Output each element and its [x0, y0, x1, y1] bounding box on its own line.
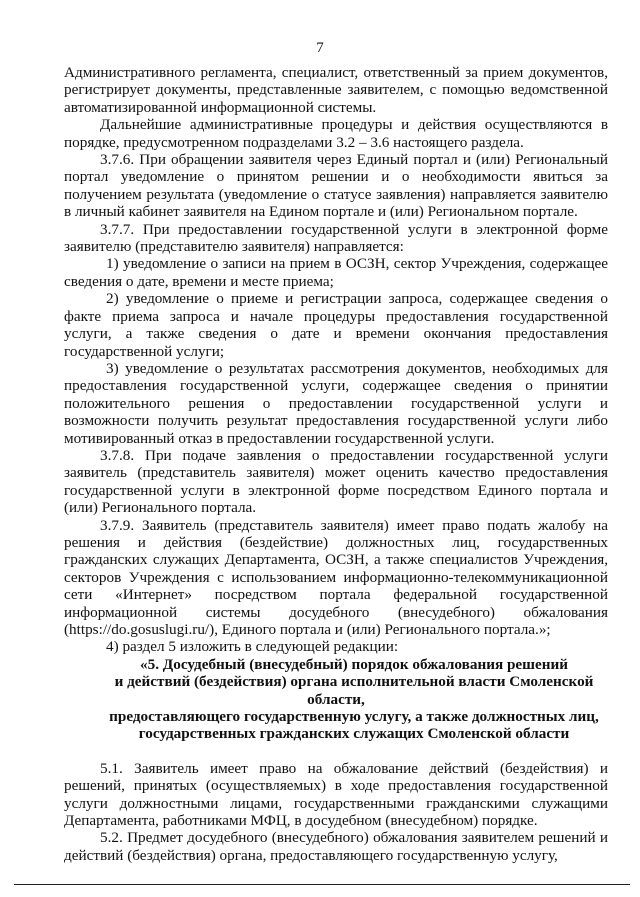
- list-item-1: 1) уведомление о записи на прием в ОСЗН, сектор Учреждения, содержащее сведения о дате, времени и месте приема;: [64, 255, 608, 290]
- spacer: [64, 743, 608, 760]
- paragraph-procedures: Дальнейшие административные процедуры и действия осуществляются в порядке, предусмотренном подразделами 3.2 – 3.6 настоящего раздела.: [64, 116, 608, 151]
- paragraph-item-4: 4) раздел 5 изложить в следующей редакции:: [106, 638, 399, 656]
- list-item-2: 2) уведомление о приеме и регистрации запроса, содержащее сведения о факте приема запроса и начале процедуры предоставления государственной услуги, а также сведения о дате и времени окончания предоставления государственной услуги;: [64, 290, 608, 360]
- paragraph-3-7-8: 3.7.8. При подаче заявления о предоставлении государственной услуги заявитель (представитель заявителя) может оценить качество предоставления государственной услуги в электронной форме посредством Единого портала и (или) Регионального портала.: [64, 446, 608, 517]
- section-heading-line-3: предоставляющего государственную услугу, а также должностных лиц,: [109, 708, 599, 726]
- paragraph-regulation-continuation: Административного регламента, специалист, ответственный за прием документов, регистрирует документы, представленные заявителем, с помощью ведомственной автоматизированной информационной системы.: [64, 64, 608, 116]
- paragraph-5-1: 5.1. Заявитель имеет право на обжалование действий (бездействия) и решений, принятых (осуществляемых) в ходе предоставления государственной услуги должностными лицами, государственными гражданскими служащими Департамента, работниками МФЦ, в досудебном (внесудебном) порядке.: [64, 759, 608, 830]
- document-body: [64, 64, 608, 864]
- page-number: 7: [316, 40, 324, 56]
- paragraph-5-2: 5.2. Предмет досудебного (внесудебного) обжалования заявителем решений и действий (бездействия) органа, предоставляющего государственную услугу,: [64, 829, 608, 864]
- page-bottom-rule: [14, 884, 630, 885]
- list-item-3: 3) уведомление о результатах рассмотрения документов, необходимых для предоставления государственной услуги, содержащее сведения о принятии положительного решения о предоставлении государственной услуги и возможности получить результат предоставления государственной услуги либо мотивированный отказ в предоставлении государственной услуги.: [64, 359, 608, 447]
- paragraph-3-7-9: 3.7.9. Заявитель (представитель заявителя) имеет право подать жалобу на решения и действия (бездействие) должностных лиц, государственных гражданских служащих Департамента, ОСЗН, а также специалистов Учреждения, секторов Учреждения с использованием информационно-телекоммуникационной сети «Интернет» посредством портала федеральной государственной информационной системы досудебного (внесудебного) обжалования (https://do.gosuslugi.ru/), Единого портала и (или) Регионального портала.»;: [64, 516, 608, 638]
- section-heading-line-2: и действий (бездействия) органа исполнительной власти Смоленской области,: [114, 673, 594, 708]
- paragraph-3-7-6: 3.7.6. При обращении заявителя через Единый портал и (или) Региональный портал уведомление о принятом решении и о необходимости явиться за получением результата (уведомление о статусе заявления) направляется заявителю в личный кабинет заявителя на Едином портале и (или) Региональном портале.: [64, 151, 608, 221]
- paragraph-3-7-7: 3.7.7. При предоставлении государственной услуги в электронной форме заявителю (представителю заявителя) направляется:: [64, 220, 608, 256]
- section-heading-line-4: государственных гражданских служащих Смоленской области: [138, 725, 570, 743]
- section-heading-line-1: «5. Досудебный (внесудебный) порядок обжалования решений: [140, 655, 568, 673]
- section-heading: [64, 656, 608, 743]
